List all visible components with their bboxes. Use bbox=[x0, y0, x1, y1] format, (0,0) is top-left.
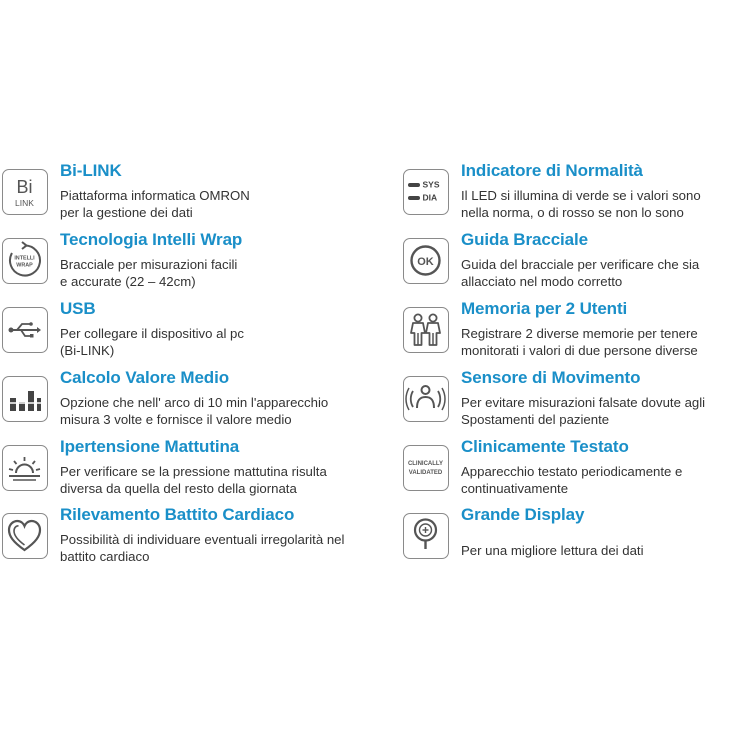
feature-cuff-guide bbox=[403, 230, 746, 302]
feature-intelli-wrap bbox=[2, 230, 362, 302]
average-bars-icon bbox=[2, 376, 48, 422]
svg-text:LINK: LINK bbox=[15, 198, 34, 208]
feature-description: Piattaforma informatica OMRON per la gestione dei dati bbox=[60, 188, 250, 220]
feature-title: Indicatore di Normalità bbox=[461, 161, 643, 180]
feature-description: Per verificare se la pressione mattutina risulta diversa da quella del resto della giornata bbox=[60, 464, 327, 496]
feature-large-display bbox=[403, 505, 746, 577]
feature-description: Per evitare misurazioni falsate dovute agli Spostamenti del paziente bbox=[461, 395, 706, 427]
feature-description: Il LED si illumina di verde se i valori sono nella norma, o di rosso se non lo sono bbox=[461, 188, 701, 220]
feature-title: Grande Display bbox=[461, 505, 585, 524]
ok-cuff-guide-icon bbox=[403, 238, 449, 284]
feature-title: Memoria per 2 Utenti bbox=[461, 299, 628, 318]
feature-usb bbox=[2, 299, 362, 371]
svg-text:CLINICALLY: CLINICALLY bbox=[407, 461, 444, 467]
svg-text:WRAP: WRAP bbox=[16, 262, 33, 269]
sys-dia-indicator-icon bbox=[403, 169, 449, 215]
feature-bi-link bbox=[2, 161, 362, 233]
svg-text:SYS: SYS bbox=[422, 179, 440, 190]
sunrise-icon bbox=[2, 445, 48, 491]
feature-description: Opzione che nell' arco di 10 min l'apparecchio misura 3 volte e fornisce il valore medio bbox=[60, 395, 329, 427]
feature-title: Ipertensione Mattutina bbox=[60, 437, 240, 456]
feature-title: Guida Bracciale bbox=[461, 230, 589, 249]
feature-description: Bracciale per misurazioni facili e accurate (22 – 42cm) bbox=[60, 257, 238, 289]
svg-text:VALIDATED: VALIDATED bbox=[408, 470, 443, 476]
feature-title: Tecnologia Intelli Wrap bbox=[60, 230, 243, 249]
feature-title: Rilevamento Battito Cardiaco bbox=[60, 505, 295, 524]
two-users-icon bbox=[403, 307, 449, 353]
svg-text:DIA: DIA bbox=[422, 192, 438, 203]
intelli-wrap-icon bbox=[2, 238, 48, 284]
large-display-icon bbox=[403, 513, 449, 559]
feature-two-users-memory bbox=[403, 299, 746, 371]
feature-title: Clinicamente Testato bbox=[461, 437, 629, 456]
svg-text:INTELLI: INTELLI bbox=[14, 255, 35, 262]
feature-description: Registrare 2 diverse memorie per tenere monitorati i valori di due persone diverse bbox=[461, 326, 698, 358]
feature-heartbeat bbox=[2, 505, 362, 577]
feature-clinically-tested bbox=[403, 437, 746, 509]
feature-description: Per una migliore lettura dei dati bbox=[461, 543, 644, 558]
movement-sensor-icon bbox=[403, 376, 449, 422]
feature-description: Apparecchio testato periodicamente e continuativamente bbox=[461, 464, 683, 496]
feature-description: Possibilità di individuare eventuali irregolarità nel battito cardiaco bbox=[60, 532, 345, 564]
feature-title: Bi-LINK bbox=[60, 161, 122, 180]
svg-text:OK: OK bbox=[417, 256, 434, 268]
bi-link-icon bbox=[2, 169, 48, 215]
feature-normality-indicator bbox=[403, 161, 746, 233]
feature-title: Calcolo Valore Medio bbox=[60, 368, 229, 387]
feature-title: USB bbox=[60, 299, 96, 318]
feature-description: Per collegare il dispositivo al pc (Bi-LINK) bbox=[60, 326, 244, 358]
feature-movement-sensor bbox=[403, 368, 746, 440]
clinically-validated-icon bbox=[403, 445, 449, 491]
heartbeat-icon bbox=[2, 513, 48, 559]
feature-description: Guida del bracciale per verificare che sia allacciato nel modo corretto bbox=[461, 257, 700, 289]
usb-icon bbox=[2, 307, 48, 353]
feature-title: Sensore di Movimento bbox=[461, 368, 641, 387]
feature-morning-hypertension bbox=[2, 437, 362, 509]
feature-average bbox=[2, 368, 362, 440]
svg-text:Bi: Bi bbox=[16, 177, 33, 197]
